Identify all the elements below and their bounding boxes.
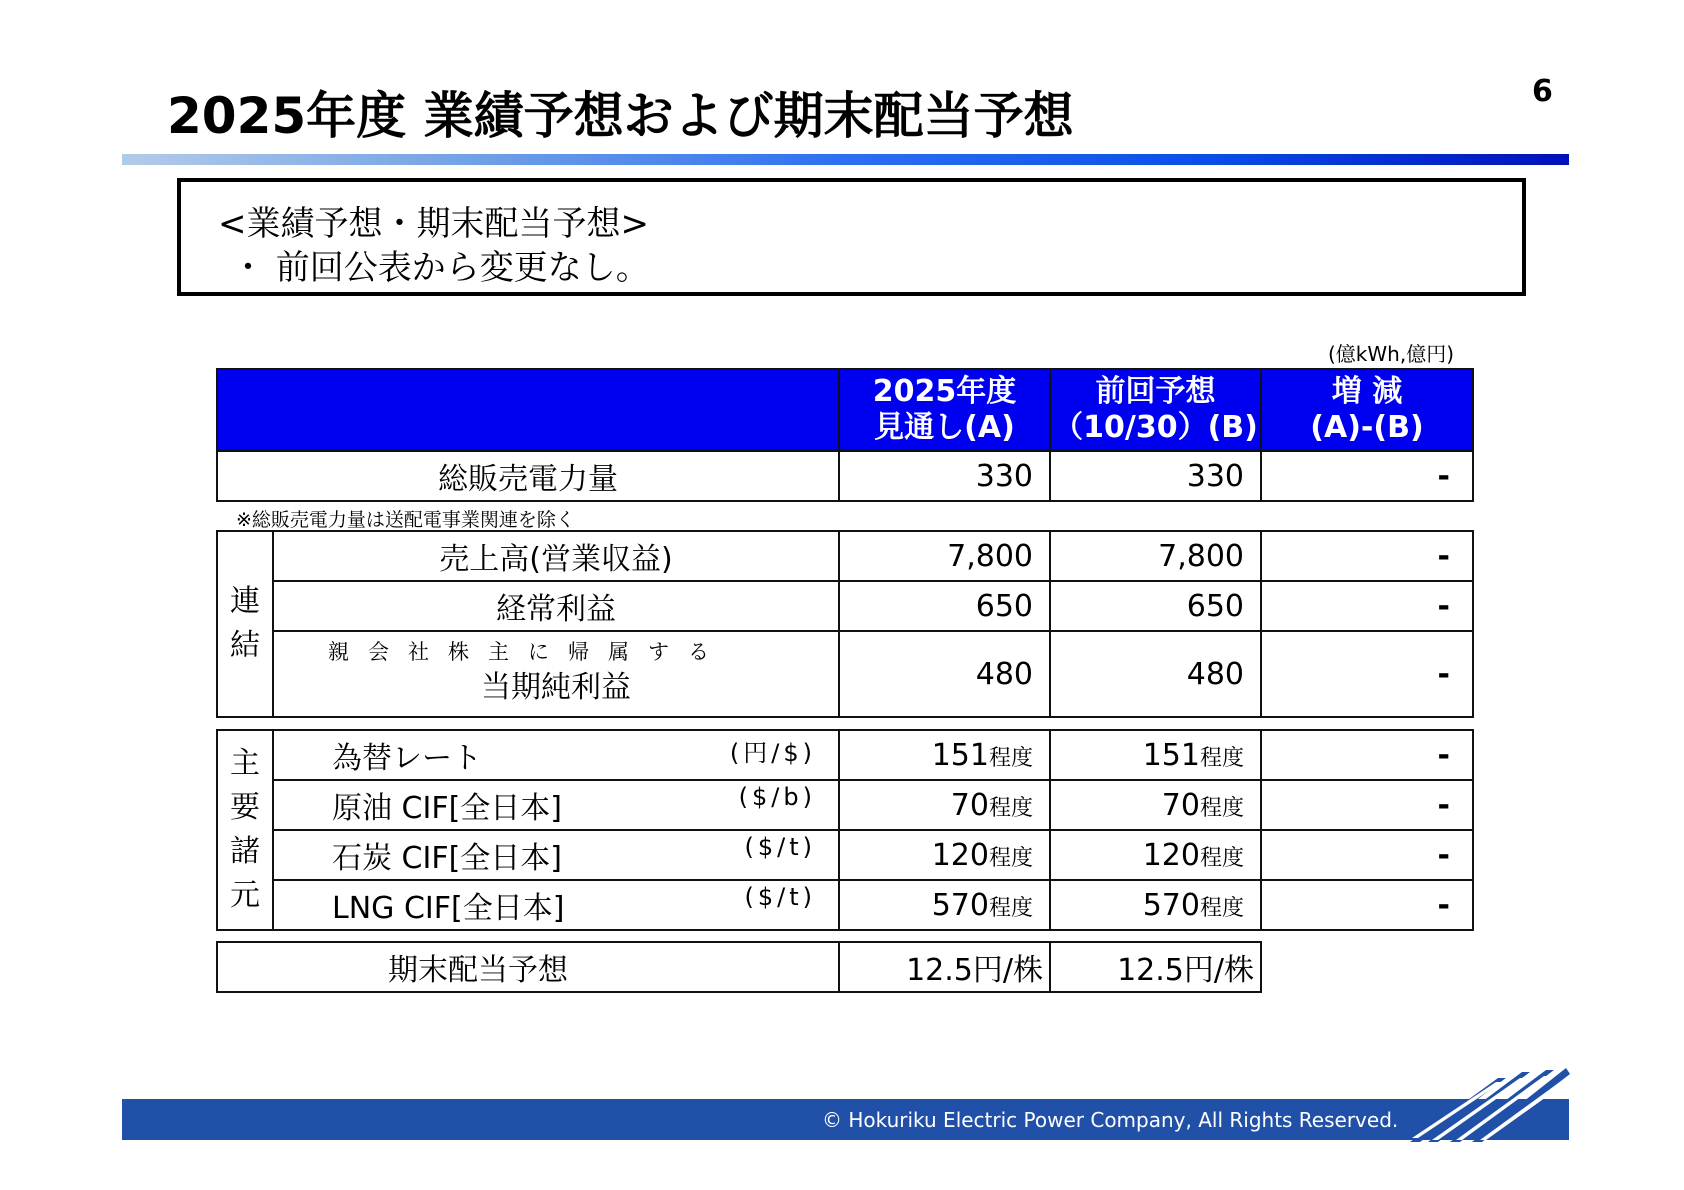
value-b [1050,880,1261,930]
header-col-b-line1: 前回予想 [1095,374,1216,409]
value-diff: - [1261,631,1473,717]
table-row [217,780,1473,830]
value: 570 [931,887,989,923]
header-col-c-line1: 増 減 [1331,374,1403,409]
value-b: 12.5円/株 [1050,942,1261,992]
value-b [1050,780,1261,830]
table-row [217,581,1473,631]
page-number: 6 [1532,74,1553,109]
value-diff: - [1261,730,1473,780]
header-col-a-line1: 2025年度 [872,374,1017,409]
param-name: LNG CIF[全日本] [332,891,565,926]
value-diff: - [1261,880,1473,930]
param-name: 石炭 CIF[全日本] [332,841,562,876]
title-underline-bar [122,154,1569,165]
value-diff: - [1261,531,1473,581]
value-diff: - [1261,830,1473,880]
row-label [273,780,839,830]
value: 70 [1161,787,1200,823]
header-col-a [839,369,1050,451]
group-char: 連 [230,584,260,619]
group-char: 結 [230,628,260,663]
value-a [839,830,1050,880]
value: 120 [1142,837,1200,873]
unit-note: (億kWh,億円) [1328,342,1454,366]
header-col-b-line2: （10/30）(B) [1053,410,1258,445]
param-unit: (円/$) [729,739,816,767]
suffix: 程度 [1199,745,1244,771]
value-b: 480 [1050,631,1261,717]
value-b: 650 [1050,581,1261,631]
value-diff: - [1261,780,1473,830]
value-a: 7,800 [839,531,1050,581]
table-row [217,531,1473,581]
table-row [217,631,1473,717]
sales-volume-footnote: ※総販売電力量は送配電事業関連を除く [236,509,575,531]
value: 70 [950,787,989,823]
row-label-main: 当期純利益 [481,670,631,705]
group-char: 要 [230,790,260,825]
summary-bullet: ・ 前回公表から変更なし。 [231,248,650,288]
dividend-table [216,941,1262,993]
header-col-c-line2: (A)-(B) [1310,410,1424,445]
value: 120 [931,837,989,873]
row-label: 期末配当予想 [217,942,839,992]
slide-title: 2025年度 業績予想および期末配当予想 [167,87,1074,145]
value-b: 330 [1050,451,1261,501]
table-row [217,880,1473,930]
row-label [273,880,839,930]
row-label [273,730,839,780]
value-a [839,780,1050,830]
table-row-sales-volume [217,451,1473,501]
value-b: 7,800 [1050,531,1261,581]
header-col-c [1261,369,1473,451]
summary-box [177,178,1526,296]
value: 570 [1142,887,1200,923]
value-diff: - [1261,581,1473,631]
value-a: 480 [839,631,1050,717]
suffix: 程度 [1199,895,1244,921]
row-label [273,830,839,880]
value-a: 650 [839,581,1050,631]
group-char: 主 [230,746,260,781]
row-label [273,631,839,717]
param-name: 原油 CIF[全日本] [332,791,562,826]
suffix: 程度 [1199,845,1244,871]
group-char: 諸 [230,834,260,869]
suffix: 程度 [988,845,1033,871]
param-unit: ($/b) [738,783,816,811]
forecast-table-top [216,368,1474,502]
header-col-b [1050,369,1261,451]
key-assumptions-group-label [217,730,273,930]
row-label: 総販売電力量 [217,451,839,501]
footer-copyright: © Hokuriku Electric Power Company, All Rights Reserved. [822,1108,1399,1132]
header-col-a-line2: 見通し(A) [874,410,1015,445]
value-a [839,880,1050,930]
value-a [839,730,1050,780]
table-row [217,730,1473,780]
table-row-dividend [217,942,1261,992]
header-blank-cell [217,369,839,451]
consolidated-group-label [217,531,273,717]
summary-heading: <業績予想・期末配当予想> [218,204,649,244]
key-assumptions-table [216,729,1474,931]
group-char: 元 [230,878,260,913]
suffix: 程度 [988,895,1033,921]
table-row [217,830,1473,880]
row-label-small: 親会社株主に帰属する [328,640,728,664]
row-label: 売上高(営業収益) [273,531,839,581]
suffix: 程度 [988,745,1033,771]
suffix: 程度 [988,795,1033,821]
value-b [1050,730,1261,780]
value-a: 330 [839,451,1050,501]
value: 151 [931,737,989,773]
suffix: 程度 [1199,795,1244,821]
param-unit: ($/t) [744,883,816,911]
value-b [1050,830,1261,880]
value: 151 [1142,737,1200,773]
consolidated-table [216,530,1474,718]
company-stripes-logo-icon [1410,1058,1570,1142]
param-unit: ($/t) [744,833,816,861]
row-label: 経常利益 [273,581,839,631]
param-name: 為替レート [332,741,482,776]
table-header-row [217,369,1473,451]
value-diff: - [1261,451,1473,501]
value-a: 12.5円/株 [839,942,1050,992]
